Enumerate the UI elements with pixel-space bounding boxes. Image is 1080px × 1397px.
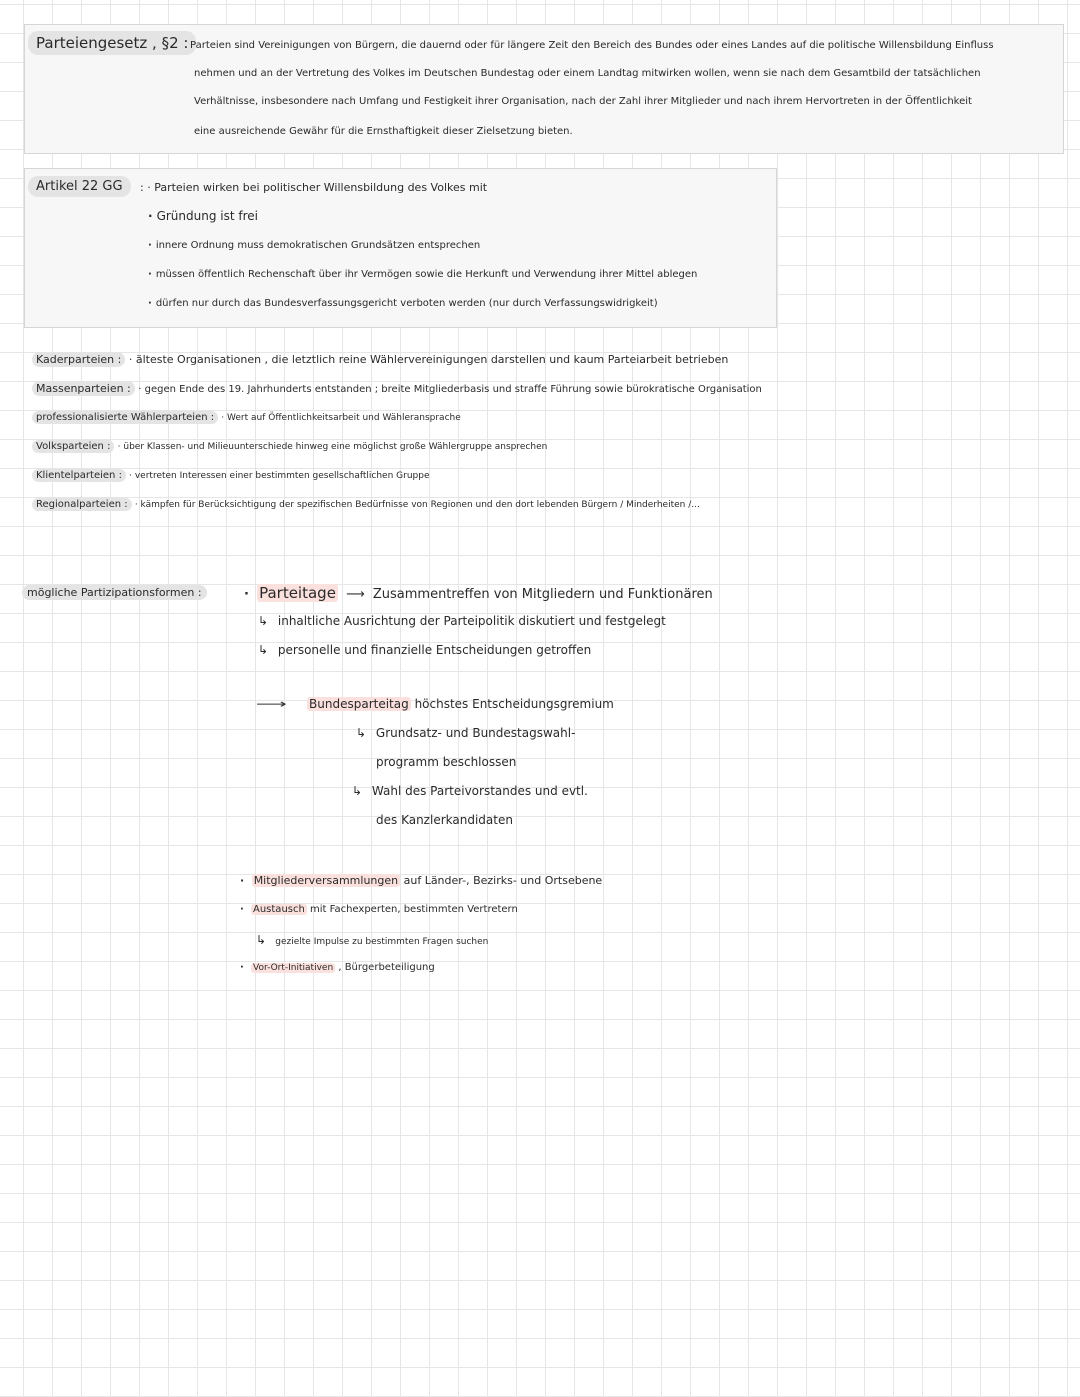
type-row-klientel — [32, 470, 430, 481]
sub-text: inhaltliche Ausrichtung der Parteipolitik diskutiert und festgelegt — [277, 614, 666, 628]
type-row-regional — [32, 499, 700, 510]
bundesparteitag-sub-1 — [356, 726, 575, 740]
parteiengesetz-line-2: nehmen und an der Vertretung des Volkes im Deutschen Bundestag oder einem Landtag mitwirken wollen, wenn sie nach dem Gesamtbild der tatsächlichen — [194, 68, 981, 79]
bullet-dot: · — [240, 962, 244, 973]
type-desc: · gegen Ende des 19. Jahrhunderts entstanden ; breite Mitgliederbasis und straffe Führung sowie bürokratische Organisation — [138, 384, 762, 395]
bullet-text: Gründung ist frei — [156, 209, 258, 223]
bullet-text: dürfen nur durch das Bundesverfassungsgericht verboten werden (nur durch Verfassungswidrigkeit) — [155, 298, 658, 309]
hook-arrow-icon: ↳ — [258, 643, 269, 657]
mitglieder-row — [240, 874, 602, 887]
bullet-text: müssen öffentlich Rechenschaft über ihr Vermögen sowie die Herkunft und Verwendung ihrer Mittel ablegen — [155, 269, 698, 280]
parteiengesetz-line-4: eine ausreichende Gewähr für die Ernsthaftigkeit dieser Zielsetzung bieten. — [194, 126, 573, 137]
sub-text: Wahl des Parteivorstandes und evtl. — [371, 784, 588, 798]
type-desc: · über Klassen- und Milieuunterschiede hinweg eine möglichst große Wählergruppe ansprechen — [117, 442, 548, 452]
bullet-dot: · — [240, 904, 244, 915]
artikel-intro: : · Parteien wirken bei politischer Willensbildung des Volkes mit — [140, 181, 488, 194]
type-term: Klientelparteien : — [32, 469, 126, 482]
type-desc: · kämpfen für Berücksichtigung der spezifischen Bedürfnisse von Regionen und den dort lebenden Bürgern / Minderheiten /... — [134, 500, 700, 510]
hook-arrow-icon: ↳ — [356, 726, 367, 740]
bullet-text: innere Ordnung muss demokratischen Grundsätzen entsprechen — [155, 240, 481, 251]
sub-text: personelle und finanzielle Entscheidungen getroffen — [277, 643, 592, 657]
type-term: Massenparteien : — [32, 381, 135, 396]
type-row-kader — [32, 353, 728, 366]
bullet-dot: · — [244, 587, 249, 602]
bullet-dot: · — [240, 874, 245, 887]
artikel-bullet-3 — [148, 269, 697, 280]
artikel-bullet-2 — [148, 240, 480, 251]
type-term: Kaderparteien : — [32, 352, 125, 367]
type-term: professionalisierte Wählerparteien : — [32, 411, 218, 424]
bundesparteitag-term: Bundesparteitag — [309, 697, 409, 711]
long-arrow-icon: ⟶ — [256, 697, 287, 711]
hook-arrow-icon: ↳ — [352, 784, 363, 798]
type-desc: · Wert auf Öffentlichkeitsarbeit und Wähleransprache — [221, 413, 461, 423]
artikel-heading: Artikel 22 GG — [28, 176, 131, 197]
bundesparteitag-row — [256, 697, 614, 711]
parteitage-sub-1 — [258, 614, 666, 628]
artikel-bullet-1 — [148, 209, 258, 223]
sub-text: Grundsatz- und Bundestagswahl- — [375, 726, 576, 740]
bullet-dot: · — [148, 240, 152, 251]
parteiengesetz-heading: Parteiengesetz , §2 : — [28, 31, 196, 55]
type-row-volks — [32, 441, 547, 452]
parteitage-sub-2 — [258, 643, 591, 657]
type-row-professionalisiert — [32, 412, 461, 423]
vorort-row — [240, 962, 435, 973]
bullet-dot: · — [148, 209, 153, 223]
type-term: Regionalparteien : — [32, 498, 132, 511]
parteitage-row — [244, 584, 713, 602]
bullet-dot: · — [148, 298, 152, 309]
mitglieder-desc: auf Länder-, Bezirks- und Ortsebene — [403, 874, 603, 887]
austausch-sub — [256, 933, 488, 947]
hook-arrow-icon: ↳ — [256, 933, 267, 947]
parteitage-term: Parteitage — [259, 584, 336, 602]
parteiengesetz-line-1: Parteien sind Vereinigungen von Bürgern, die dauernd oder für längere Zeit den Bereich des Bundes oder eines Landes auf die politische Willensbildung Einfluss — [190, 40, 994, 51]
type-term: Volksparteien : — [32, 440, 114, 453]
bundesparteitag-sub-2-cont: des Kanzlerkandidaten — [376, 813, 513, 827]
type-row-massen — [32, 382, 762, 395]
austausch-term: Austausch — [253, 904, 305, 915]
bundesparteitag-sub-1-cont: programm beschlossen — [376, 755, 517, 769]
type-desc: · vertreten Interessen einer bestimmten gesellschaftlichen Gruppe — [129, 471, 430, 481]
bundesparteitag-sub-2 — [352, 784, 588, 798]
parteiengesetz-line-3: Verhältnisse, insbesondere nach Umfang und Festigkeit ihrer Organisation, nach der Zahl ihrer Mitglieder und nach ihrem Hervortreten in der Öffentlichkeit — [194, 96, 972, 107]
austausch-row — [240, 904, 518, 915]
hook-arrow-icon: ↳ — [258, 614, 269, 628]
bullet-dot: · — [148, 269, 152, 280]
parteitage-desc: Zusammentreffen von Mitgliedern und Funktionären — [372, 587, 713, 602]
austausch-desc: mit Fachexperten, bestimmten Vertretern — [310, 904, 518, 915]
vorort-desc: , Bürgerbeteiligung — [338, 962, 435, 973]
vorort-term: Vor-Ort-Initiativen — [253, 963, 334, 973]
participation-label: mögliche Partizipationsformen : — [22, 585, 207, 600]
bundesparteitag-desc: höchstes Entscheidungsgremium — [414, 697, 614, 711]
artikel-bullet-4 — [148, 298, 658, 309]
mitglieder-term: Mitgliederversammlungen — [253, 874, 399, 887]
sub-text: gezielte Impulse zu bestimmten Fragen suchen — [275, 937, 489, 947]
type-desc: · älteste Organisationen , die letztlich reine Wählervereinigungen darstellen und kaum Parteiarbeit betrieben — [128, 353, 729, 366]
arrow-icon: ⟶ — [346, 587, 365, 602]
